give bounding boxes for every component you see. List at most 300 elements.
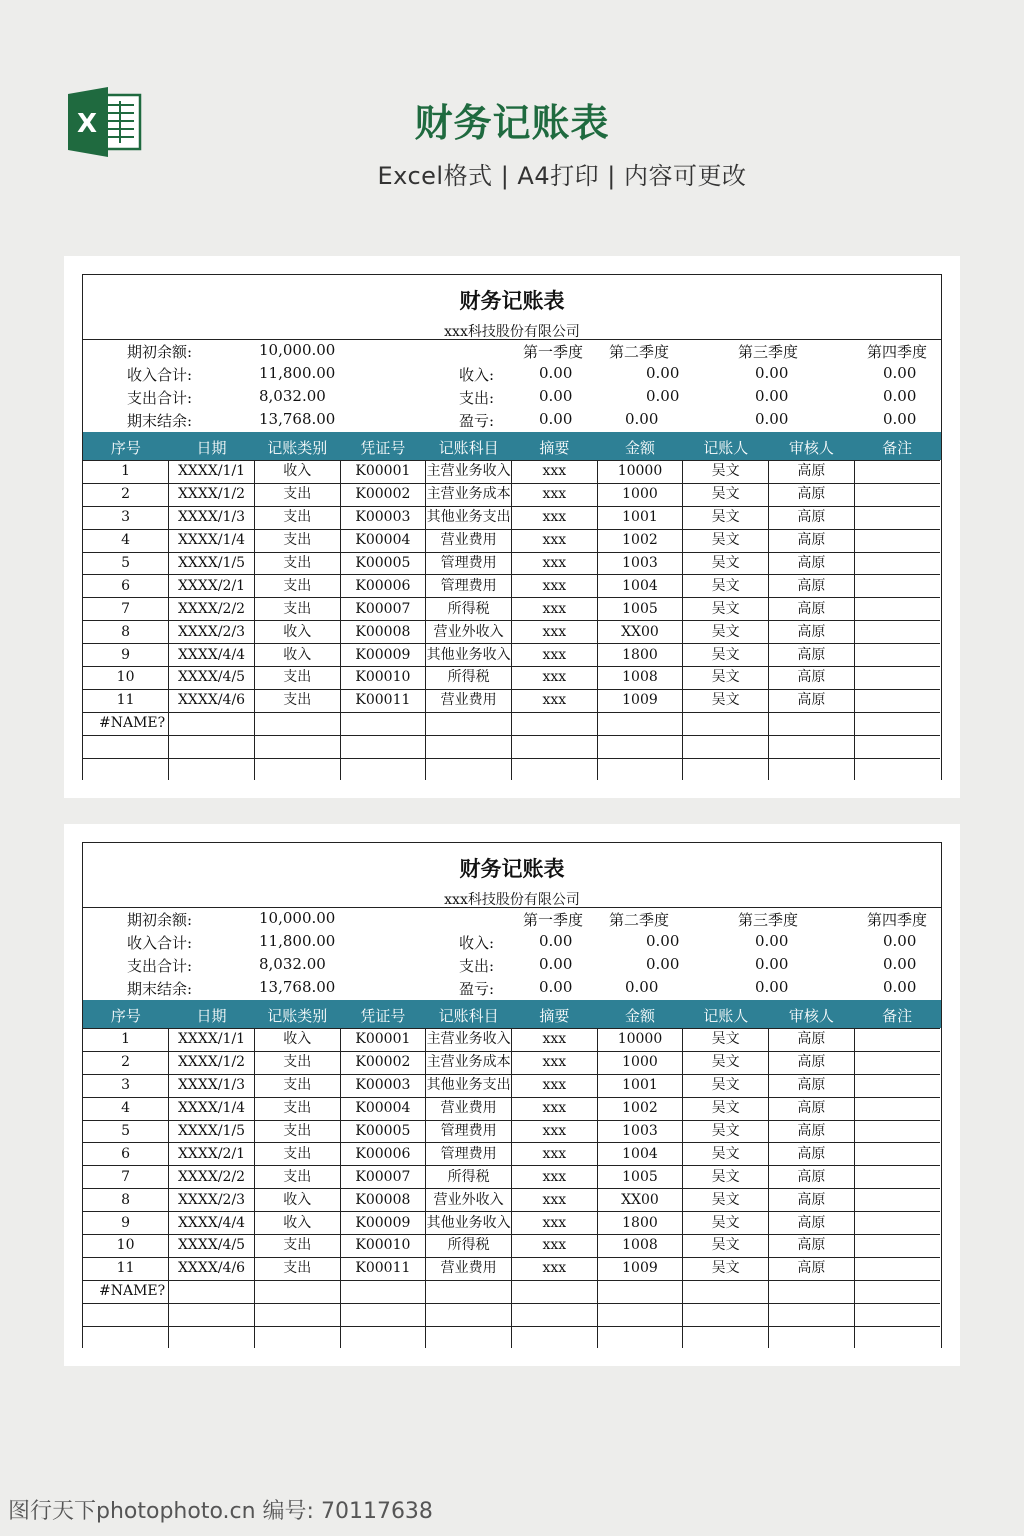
- table-cell[interactable]: 5: [83, 1120, 169, 1143]
- table-cell[interactable]: [854, 621, 940, 644]
- table-cell[interactable]: XXXX/4/6: [169, 689, 255, 712]
- table-cell[interactable]: K00011: [340, 689, 426, 712]
- table-cell[interactable]: 1002: [597, 529, 683, 552]
- table-cell[interactable]: 吴文: [683, 461, 769, 484]
- table-cell[interactable]: [426, 712, 512, 735]
- table-cell[interactable]: K00006: [340, 1143, 426, 1166]
- table-cell[interactable]: 1800: [597, 1212, 683, 1235]
- table-cell[interactable]: 10: [83, 667, 169, 690]
- table-cell[interactable]: XXXX/1/3: [169, 1074, 255, 1097]
- table-cell[interactable]: K00002: [340, 1051, 426, 1074]
- table-cell[interactable]: [83, 735, 169, 758]
- table-cell[interactable]: 支出: [254, 483, 340, 506]
- table-cell[interactable]: XXXX/2/3: [169, 1189, 255, 1212]
- table-cell[interactable]: [597, 735, 683, 758]
- table-cell[interactable]: 1005: [597, 598, 683, 621]
- table-cell[interactable]: [340, 712, 426, 735]
- table-cell[interactable]: 营业费用: [426, 689, 512, 712]
- table-row: [83, 712, 940, 735]
- table-cell[interactable]: 高原: [769, 1120, 855, 1143]
- table-cell[interactable]: XXXX/1/5: [169, 552, 255, 575]
- table-cell[interactable]: 主营业务收入: [426, 1029, 512, 1052]
- table-cell[interactable]: [854, 1029, 940, 1052]
- table-cell[interactable]: 收入: [254, 621, 340, 644]
- table-cell[interactable]: K00001: [340, 461, 426, 484]
- table-cell[interactable]: 吴文: [683, 552, 769, 575]
- table-cell[interactable]: 7: [83, 598, 169, 621]
- table-cell[interactable]: #NAME?: [83, 712, 169, 735]
- column-header: 记账人: [703, 1007, 749, 1025]
- table-cell[interactable]: [854, 1235, 940, 1258]
- table-cell[interactable]: xxx: [511, 552, 597, 575]
- table-cell[interactable]: [854, 529, 940, 552]
- table-cell[interactable]: 吴文: [683, 1189, 769, 1212]
- table-cell[interactable]: 吴文: [683, 667, 769, 690]
- table-cell[interactable]: 吴文: [683, 1029, 769, 1052]
- table-cell[interactable]: [426, 1326, 512, 1348]
- table-cell[interactable]: 吴文: [683, 1051, 769, 1074]
- table-cell[interactable]: [854, 1280, 940, 1303]
- profit-q-value: 0.00: [539, 410, 573, 428]
- table-cell[interactable]: [683, 712, 769, 735]
- table-cell[interactable]: [854, 1097, 940, 1120]
- table-cell[interactable]: 管理费用: [426, 1120, 512, 1143]
- table-cell[interactable]: XXXX/4/5: [169, 667, 255, 690]
- table-cell[interactable]: 高原: [769, 598, 855, 621]
- table-cell[interactable]: [511, 712, 597, 735]
- table-cell[interactable]: 其他业务收入: [426, 644, 512, 667]
- table-cell[interactable]: xxx: [511, 644, 597, 667]
- expense-label: 支出:: [459, 389, 495, 407]
- table-cell[interactable]: xxx: [511, 1189, 597, 1212]
- table-cell[interactable]: XX00: [597, 621, 683, 644]
- table-cell[interactable]: 支出: [254, 575, 340, 598]
- table-cell[interactable]: 营业费用: [426, 1097, 512, 1120]
- table-cell[interactable]: 1009: [597, 1257, 683, 1280]
- table-cell[interactable]: [854, 461, 940, 484]
- table-cell[interactable]: 10: [83, 1235, 169, 1258]
- table-cell[interactable]: 高原: [769, 483, 855, 506]
- table-cell[interactable]: [854, 1303, 940, 1326]
- table-cell[interactable]: [254, 1280, 340, 1303]
- table-cell[interactable]: K00009: [340, 1212, 426, 1235]
- table-cell[interactable]: 10000: [597, 1029, 683, 1052]
- table-cell[interactable]: 支出: [254, 667, 340, 690]
- table-cell[interactable]: 其他业务支出: [426, 1074, 512, 1097]
- table-cell[interactable]: 1008: [597, 1235, 683, 1258]
- table-cell[interactable]: [854, 1074, 940, 1097]
- profit-q-value: 0.00: [625, 978, 659, 996]
- table-cell[interactable]: 吴文: [683, 529, 769, 552]
- table-cell[interactable]: 1000: [597, 483, 683, 506]
- table-cell[interactable]: 1000: [597, 1051, 683, 1074]
- table-cell[interactable]: [511, 735, 597, 758]
- table-cell[interactable]: 支出: [254, 1120, 340, 1143]
- table-cell[interactable]: 收入: [254, 644, 340, 667]
- table-cell[interactable]: 管理费用: [426, 1143, 512, 1166]
- table-cell[interactable]: K00006: [340, 575, 426, 598]
- table-cell[interactable]: 支出: [254, 689, 340, 712]
- table-cell[interactable]: xxx: [511, 689, 597, 712]
- table-cell[interactable]: 6: [83, 575, 169, 598]
- table-cell[interactable]: 高原: [769, 1235, 855, 1258]
- table-cell[interactable]: 吴文: [683, 1143, 769, 1166]
- closing-label: 期末结余:: [127, 412, 193, 430]
- column-header: 序号: [110, 1007, 141, 1025]
- table-row: [83, 1051, 940, 1074]
- table-cell[interactable]: XXXX/4/5: [169, 1235, 255, 1258]
- table-cell[interactable]: 4: [83, 1097, 169, 1120]
- table-cell[interactable]: K00002: [340, 483, 426, 506]
- table-cell[interactable]: [854, 1051, 940, 1074]
- profit-q-value: 0.00: [883, 978, 917, 996]
- table-cell[interactable]: [854, 1212, 940, 1235]
- table-cell[interactable]: 吴文: [683, 1120, 769, 1143]
- table-cell[interactable]: [683, 758, 769, 780]
- table-cell[interactable]: [340, 735, 426, 758]
- table-cell[interactable]: K00005: [340, 1120, 426, 1143]
- table-cell[interactable]: XXXX/1/2: [169, 483, 255, 506]
- table-cell[interactable]: K00010: [340, 667, 426, 690]
- table-cell[interactable]: 营业费用: [426, 1257, 512, 1280]
- table-cell[interactable]: XXXX/4/4: [169, 644, 255, 667]
- table-cell[interactable]: 高原: [769, 667, 855, 690]
- table-cell[interactable]: xxx: [511, 461, 597, 484]
- table-cell[interactable]: 6: [83, 1143, 169, 1166]
- table-cell[interactable]: 吴文: [683, 644, 769, 667]
- table-cell[interactable]: 主营业务收入: [426, 461, 512, 484]
- column-header: 金额: [625, 439, 656, 457]
- table-cell[interactable]: [683, 1280, 769, 1303]
- table-cell[interactable]: #NAME?: [83, 1280, 169, 1303]
- table-cell[interactable]: [854, 575, 940, 598]
- table-cell[interactable]: 5: [83, 552, 169, 575]
- table-cell[interactable]: 营业外收入: [426, 1189, 512, 1212]
- table-cell[interactable]: [769, 1326, 855, 1348]
- table-cell[interactable]: xxx: [511, 1235, 597, 1258]
- table-cell[interactable]: XXXX/2/2: [169, 598, 255, 621]
- table-cell[interactable]: 收入: [254, 1029, 340, 1052]
- table-cell[interactable]: 8: [83, 621, 169, 644]
- table-cell[interactable]: [769, 712, 855, 735]
- table-cell[interactable]: [511, 1326, 597, 1348]
- table-cell[interactable]: 支出: [254, 529, 340, 552]
- table-cell[interactable]: [83, 1326, 169, 1348]
- table-cell[interactable]: K00005: [340, 552, 426, 575]
- table-cell[interactable]: 11: [83, 689, 169, 712]
- table-cell[interactable]: 1001: [597, 1074, 683, 1097]
- table-cell[interactable]: 高原: [769, 1097, 855, 1120]
- table-cell[interactable]: 其他业务支出: [426, 506, 512, 529]
- table-cell[interactable]: [854, 1120, 940, 1143]
- sheet-title: 财务记账表: [459, 289, 565, 313]
- table-cell[interactable]: [340, 1280, 426, 1303]
- table-cell[interactable]: 吴文: [683, 1166, 769, 1189]
- table-cell[interactable]: [854, 598, 940, 621]
- table-cell[interactable]: [854, 735, 940, 758]
- table-cell[interactable]: [854, 1143, 940, 1166]
- table-cell[interactable]: 吴文: [683, 621, 769, 644]
- table-cell[interactable]: [597, 712, 683, 735]
- table-cell[interactable]: xxx: [511, 575, 597, 598]
- table-cell[interactable]: XXXX/1/1: [169, 461, 255, 484]
- table-cell[interactable]: 高原: [769, 1051, 855, 1074]
- table-cell[interactable]: 吴文: [683, 1097, 769, 1120]
- table-cell[interactable]: 吴文: [683, 1257, 769, 1280]
- table-cell[interactable]: 1003: [597, 1120, 683, 1143]
- table-cell[interactable]: XXXX/2/1: [169, 575, 255, 598]
- table-cell[interactable]: 1003: [597, 552, 683, 575]
- table-cell[interactable]: 1004: [597, 575, 683, 598]
- column-header: 序号: [110, 439, 141, 457]
- column-header: 审核人: [788, 1007, 834, 1025]
- table-cell[interactable]: [854, 758, 940, 780]
- table-cell[interactable]: 10000: [597, 461, 683, 484]
- table-cell[interactable]: [254, 712, 340, 735]
- table-cell[interactable]: [854, 1326, 940, 1348]
- table-cell[interactable]: 收入: [254, 1212, 340, 1235]
- table-cell[interactable]: [769, 1280, 855, 1303]
- table-cell[interactable]: XXXX/1/4: [169, 529, 255, 552]
- table-cell[interactable]: 支出: [254, 1166, 340, 1189]
- table-cell[interactable]: 1002: [597, 1097, 683, 1120]
- table-cell[interactable]: [254, 735, 340, 758]
- table-cell[interactable]: [597, 758, 683, 780]
- table-cell[interactable]: 主营业务成本: [426, 1051, 512, 1074]
- table-cell[interactable]: 支出: [254, 1235, 340, 1258]
- table-cell[interactable]: [254, 758, 340, 780]
- table-cell[interactable]: [597, 1280, 683, 1303]
- table-cell[interactable]: 所得税: [426, 667, 512, 690]
- profit-q-value: 0.00: [625, 410, 659, 428]
- table-cell[interactable]: [854, 1189, 940, 1212]
- table-cell[interactable]: [254, 1326, 340, 1348]
- table-cell[interactable]: xxx: [511, 598, 597, 621]
- table-cell[interactable]: [854, 1257, 940, 1280]
- table-cell[interactable]: 高原: [769, 644, 855, 667]
- table-cell[interactable]: 所得税: [426, 598, 512, 621]
- table-cell[interactable]: 营业费用: [426, 529, 512, 552]
- table-cell[interactable]: 高原: [769, 1212, 855, 1235]
- table-cell[interactable]: xxx: [511, 1029, 597, 1052]
- table-cell[interactable]: 所得税: [426, 1235, 512, 1258]
- table-cell[interactable]: 高原: [769, 1029, 855, 1052]
- table-cell[interactable]: K00007: [340, 598, 426, 621]
- table-cell[interactable]: 收入: [254, 461, 340, 484]
- table-cell[interactable]: XXXX/4/4: [169, 1212, 255, 1235]
- table-cell[interactable]: [426, 1303, 512, 1326]
- table-cell[interactable]: xxx: [511, 506, 597, 529]
- table-cell[interactable]: 1: [83, 461, 169, 484]
- table-cell[interactable]: [854, 506, 940, 529]
- table-cell[interactable]: 支出: [254, 1143, 340, 1166]
- table-cell[interactable]: xxx: [511, 529, 597, 552]
- table-cell[interactable]: [169, 758, 255, 780]
- table-cell[interactable]: [169, 1326, 255, 1348]
- table-cell[interactable]: 高原: [769, 1074, 855, 1097]
- table-cell[interactable]: K00003: [340, 506, 426, 529]
- table-cell[interactable]: xxx: [511, 667, 597, 690]
- table-cell[interactable]: XXXX/1/2: [169, 1051, 255, 1074]
- table-cell[interactable]: 高原: [769, 1143, 855, 1166]
- table-cell[interactable]: K00008: [340, 1189, 426, 1212]
- table-cell[interactable]: 吴文: [683, 506, 769, 529]
- table-cell[interactable]: [597, 1326, 683, 1348]
- table-cell[interactable]: [854, 644, 940, 667]
- expense-q-value: 0.00: [755, 387, 789, 405]
- table-cell[interactable]: [169, 1280, 255, 1303]
- table-cell[interactable]: [769, 1303, 855, 1326]
- summary-block: [83, 909, 941, 999]
- table-cell[interactable]: [683, 735, 769, 758]
- table-cell[interactable]: [83, 1303, 169, 1326]
- table-cell[interactable]: 支出: [254, 552, 340, 575]
- table-cell[interactable]: K00004: [340, 1097, 426, 1120]
- table-cell[interactable]: 主营业务成本: [426, 483, 512, 506]
- table-cell[interactable]: 收入: [254, 1189, 340, 1212]
- table-cell[interactable]: K00008: [340, 621, 426, 644]
- table-cell[interactable]: K00004: [340, 529, 426, 552]
- table-cell[interactable]: [683, 1303, 769, 1326]
- table-cell[interactable]: xxx: [511, 1074, 597, 1097]
- table-cell[interactable]: [340, 1326, 426, 1348]
- table-cell[interactable]: xxx: [511, 1120, 597, 1143]
- table-cell[interactable]: 8: [83, 1189, 169, 1212]
- table-cell[interactable]: [854, 552, 940, 575]
- table-cell[interactable]: XXXX/1/5: [169, 1120, 255, 1143]
- table-cell[interactable]: 支出: [254, 506, 340, 529]
- table-cell[interactable]: 其他业务收入: [426, 1212, 512, 1235]
- table-cell[interactable]: 9: [83, 1212, 169, 1235]
- table-cell[interactable]: 所得税: [426, 1166, 512, 1189]
- table-cell[interactable]: 支出: [254, 1074, 340, 1097]
- table-cell[interactable]: 3: [83, 1074, 169, 1097]
- table-cell[interactable]: 4: [83, 529, 169, 552]
- table-cell[interactable]: [769, 735, 855, 758]
- table-cell[interactable]: [511, 1303, 597, 1326]
- table-cell[interactable]: [769, 758, 855, 780]
- table-cell[interactable]: K00001: [340, 1029, 426, 1052]
- table-cell[interactable]: XXXX/1/4: [169, 1097, 255, 1120]
- table-cell[interactable]: [597, 1303, 683, 1326]
- table-cell[interactable]: 吴文: [683, 598, 769, 621]
- table-cell[interactable]: 高原: [769, 621, 855, 644]
- table-cell[interactable]: 1001: [597, 506, 683, 529]
- table-cell[interactable]: 3: [83, 506, 169, 529]
- table-cell[interactable]: [340, 1303, 426, 1326]
- table-cell[interactable]: 7: [83, 1166, 169, 1189]
- table-cell[interactable]: 高原: [769, 1189, 855, 1212]
- table-cell[interactable]: 吴文: [683, 1074, 769, 1097]
- table-cell[interactable]: 1008: [597, 667, 683, 690]
- table-cell[interactable]: 高原: [769, 575, 855, 598]
- table-cell[interactable]: xxx: [511, 1143, 597, 1166]
- table-cell[interactable]: 2: [83, 483, 169, 506]
- table-cell[interactable]: 支出: [254, 1097, 340, 1120]
- expense-label: 支出:: [459, 957, 495, 975]
- table-cell[interactable]: XX00: [597, 1189, 683, 1212]
- table-cell[interactable]: xxx: [511, 621, 597, 644]
- table-cell[interactable]: xxx: [511, 1097, 597, 1120]
- table-cell[interactable]: 吴文: [683, 1212, 769, 1235]
- table-cell[interactable]: 1005: [597, 1166, 683, 1189]
- table-cell[interactable]: 1004: [597, 1143, 683, 1166]
- table-cell[interactable]: 营业外收入: [426, 621, 512, 644]
- table-cell[interactable]: [854, 689, 940, 712]
- table-cell[interactable]: 吴文: [683, 483, 769, 506]
- table-cell[interactable]: xxx: [511, 1166, 597, 1189]
- table-cell[interactable]: 1800: [597, 644, 683, 667]
- table-cell[interactable]: 管理费用: [426, 575, 512, 598]
- table-cell[interactable]: XXXX/1/3: [169, 506, 255, 529]
- expense-q-value: 0.00: [755, 955, 789, 973]
- table-cell[interactable]: 高原: [769, 552, 855, 575]
- table-cell[interactable]: K00007: [340, 1166, 426, 1189]
- table-cell[interactable]: 高原: [769, 689, 855, 712]
- table-cell[interactable]: 高原: [769, 529, 855, 552]
- table-cell[interactable]: [683, 1326, 769, 1348]
- table-cell[interactable]: [254, 1303, 340, 1326]
- table-cell[interactable]: [169, 712, 255, 735]
- table-cell[interactable]: [426, 735, 512, 758]
- table-cell[interactable]: K00009: [340, 644, 426, 667]
- table-cell[interactable]: 高原: [769, 506, 855, 529]
- table-cell[interactable]: xxx: [511, 1257, 597, 1280]
- table-cell[interactable]: [83, 758, 169, 780]
- table-cell[interactable]: XXXX/2/3: [169, 621, 255, 644]
- table-cell[interactable]: XXXX/1/1: [169, 1029, 255, 1052]
- table-cell[interactable]: K00010: [340, 1235, 426, 1258]
- income-total-value: 11,800.00: [259, 932, 336, 950]
- table-cell[interactable]: 高原: [769, 1257, 855, 1280]
- table-cell[interactable]: 高原: [769, 461, 855, 484]
- table-cell[interactable]: 支出: [254, 1257, 340, 1280]
- table-cell[interactable]: K00011: [340, 1257, 426, 1280]
- table-cell[interactable]: [340, 758, 426, 780]
- table-cell[interactable]: xxx: [511, 1212, 597, 1235]
- table-cell[interactable]: [426, 758, 512, 780]
- table-cell[interactable]: [169, 1303, 255, 1326]
- table-cell[interactable]: 9: [83, 644, 169, 667]
- table-cell[interactable]: XXXX/2/2: [169, 1166, 255, 1189]
- table-cell[interactable]: 2: [83, 1051, 169, 1074]
- table-cell[interactable]: [511, 1280, 597, 1303]
- table-cell[interactable]: [854, 1166, 940, 1189]
- table-cell[interactable]: 吴文: [683, 1235, 769, 1258]
- table-cell[interactable]: [426, 1280, 512, 1303]
- table-cell[interactable]: K00003: [340, 1074, 426, 1097]
- table-cell[interactable]: XXXX/4/6: [169, 1257, 255, 1280]
- table-cell[interactable]: 支出: [254, 598, 340, 621]
- table-cell[interactable]: 吴文: [683, 575, 769, 598]
- table-cell[interactable]: 高原: [769, 1166, 855, 1189]
- table-cell[interactable]: xxx: [511, 483, 597, 506]
- table-cell[interactable]: 管理费用: [426, 552, 512, 575]
- table-cell[interactable]: 11: [83, 1257, 169, 1280]
- table-cell[interactable]: [854, 667, 940, 690]
- table-cell[interactable]: 1009: [597, 689, 683, 712]
- table-cell[interactable]: xxx: [511, 1051, 597, 1074]
- table-cell[interactable]: 吴文: [683, 689, 769, 712]
- table-cell[interactable]: [854, 483, 940, 506]
- table-cell[interactable]: [169, 735, 255, 758]
- table-cell[interactable]: [511, 758, 597, 780]
- table-cell[interactable]: 支出: [254, 1051, 340, 1074]
- table-cell[interactable]: [854, 712, 940, 735]
- table-cell[interactable]: XXXX/2/1: [169, 1143, 255, 1166]
- table-cell[interactable]: 1: [83, 1029, 169, 1052]
- table-row: [83, 1235, 940, 1258]
